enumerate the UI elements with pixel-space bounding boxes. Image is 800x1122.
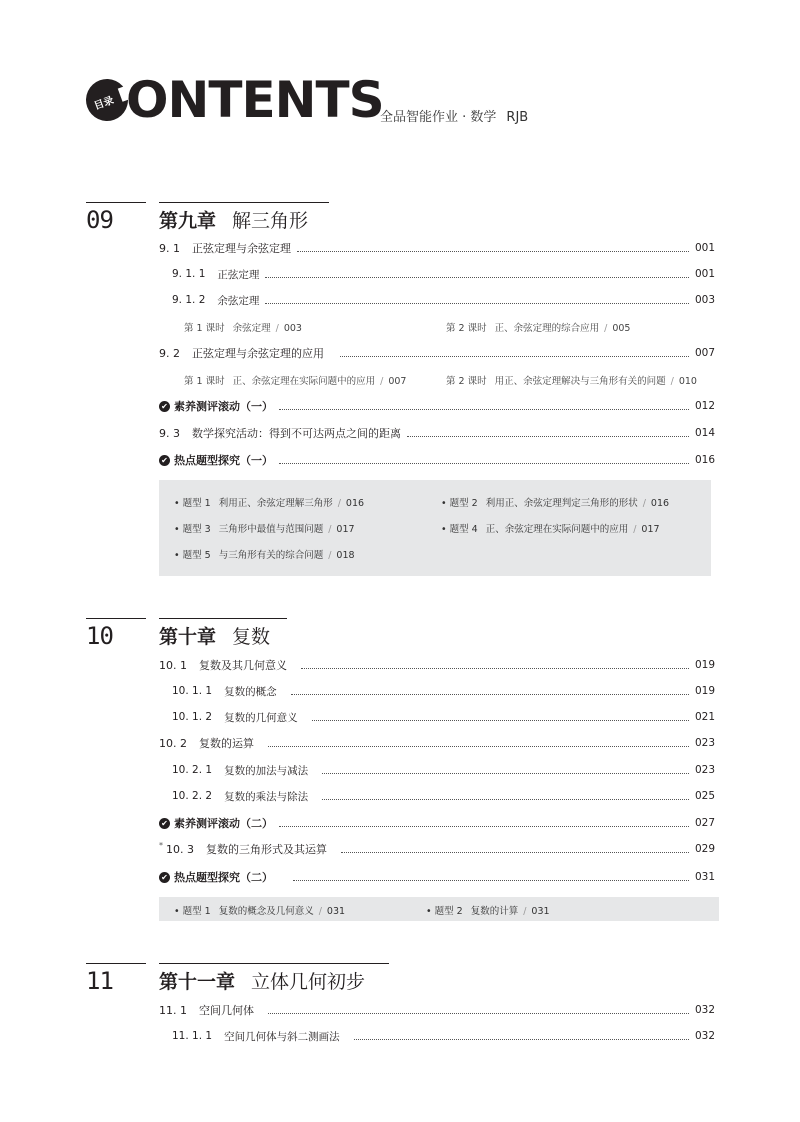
chapter-number-rule xyxy=(86,618,146,619)
check-circle-icon: ✔ xyxy=(159,401,170,412)
question-type-title: 利用正、余弦定理判定三角形的形状 xyxy=(485,498,638,509)
leader-dots xyxy=(279,826,689,827)
chapter-title-rule xyxy=(159,618,287,619)
section-title: 复数的几何意义 xyxy=(224,711,298,724)
lesson-page: 010 xyxy=(678,376,697,387)
toc-entry[interactable] xyxy=(159,398,715,414)
book-subtitle xyxy=(380,106,528,125)
section-title: 空间几何体 xyxy=(199,1004,254,1017)
section-title: 数学探究活动：得到不可达两点之间的距离 xyxy=(192,427,401,440)
chapter-number: 09 xyxy=(86,206,113,234)
page-number: 001 xyxy=(694,268,715,280)
leader-dots xyxy=(293,880,689,881)
toc-entry[interactable] xyxy=(172,762,715,778)
section-title: 复数的概念 xyxy=(224,685,277,698)
page-number: 027 xyxy=(694,817,715,829)
toc-entry[interactable] xyxy=(159,815,715,831)
book-name: 全品智能作业 · 数学 xyxy=(380,110,497,125)
chapter-number: 11 xyxy=(86,967,113,995)
chapter-title[interactable] xyxy=(159,967,365,994)
toc-entry[interactable] xyxy=(172,1028,715,1044)
question-type-tag: 题型 5 xyxy=(182,550,211,561)
leader-dots xyxy=(265,303,689,304)
question-type-page: 017 xyxy=(641,524,660,535)
toc-entry[interactable] xyxy=(172,788,715,804)
check-circle-icon: ✔ xyxy=(159,872,170,883)
section-number: 10. 1 xyxy=(159,658,187,672)
question-type-item[interactable]: • 题型 2 利用正、余弦定理判定三角形的形状 / 016 xyxy=(441,498,670,509)
page-number: 021 xyxy=(694,711,715,723)
lesson-entry[interactable]: 第 1 课时 余弦定理 / 003 xyxy=(184,323,302,334)
question-type-tag: 题型 2 xyxy=(434,906,463,917)
section-title: 热点题型探究（二） xyxy=(174,871,273,884)
question-type-item[interactable]: • 题型 1 利用正、余弦定理解三角形 / 016 xyxy=(174,498,365,509)
page-number: 007 xyxy=(694,347,715,359)
section-title: 热点题型探究（一） xyxy=(174,454,273,467)
page-number: 025 xyxy=(694,790,715,802)
leader-dots xyxy=(268,1013,689,1014)
toc-entry[interactable] xyxy=(159,345,715,361)
section-number: 10. 1. 2 xyxy=(172,711,213,723)
question-type-title: 复数的概念及几何意义 xyxy=(218,906,314,917)
toc-entry[interactable] xyxy=(159,425,715,441)
section-number: 10. 2. 2 xyxy=(172,790,213,802)
leader-dots xyxy=(322,799,689,800)
section-number: 10. 3 xyxy=(166,842,194,856)
leader-dots xyxy=(340,356,689,357)
chapter-title-rule xyxy=(159,202,329,203)
page-number: 003 xyxy=(694,294,715,306)
section-title: 复数的运算 xyxy=(199,737,254,750)
section-title: 正弦定理与余弦定理 xyxy=(192,242,291,255)
chapter-number-rule xyxy=(86,963,146,964)
page-number: 014 xyxy=(694,427,715,439)
section-title: 空间几何体与斜二测画法 xyxy=(224,1030,340,1043)
leader-dots xyxy=(265,277,689,278)
question-type-item[interactable]: • 题型 3 三角形中最值与范围问题 / 017 xyxy=(174,524,355,535)
lesson-entry[interactable]: 第 2 课时 正、余弦定理的综合应用 / 005 xyxy=(446,323,631,334)
page-number: 016 xyxy=(694,454,715,466)
question-type-tag: 题型 3 xyxy=(182,524,211,535)
lesson-title: 用正、余弦定理解决与三角形有关的问题 xyxy=(494,376,666,387)
question-type-item[interactable]: • 题型 1 复数的概念及几何意义 / 031 xyxy=(174,906,346,917)
chapter-label: 第十一章 xyxy=(159,971,236,993)
leader-dots xyxy=(297,251,689,252)
question-type-tag: 题型 4 xyxy=(449,524,478,535)
chapter-title-rule xyxy=(159,963,389,964)
toc-entry[interactable] xyxy=(159,240,715,256)
question-type-page: 016 xyxy=(345,498,365,509)
toc-entry[interactable] xyxy=(159,841,715,857)
leader-dots xyxy=(322,773,689,774)
leader-dots xyxy=(354,1039,689,1040)
toc-entry[interactable] xyxy=(159,735,715,751)
section-title: 复数及其几何意义 xyxy=(199,659,287,672)
page-number: 031 xyxy=(694,871,715,883)
page-number: 019 xyxy=(694,685,715,697)
contents-logo-icon: 目录 xyxy=(80,73,134,127)
check-circle-icon: ✔ xyxy=(159,455,170,466)
toc-entry[interactable] xyxy=(159,452,715,468)
lesson-tag: 第 1 课时 xyxy=(184,376,225,387)
section-number: 11. 1. 1 xyxy=(172,1030,213,1042)
section-title: 复数的加法与减法 xyxy=(224,764,309,777)
page-number: 032 xyxy=(694,1030,715,1042)
section-number: 9. 1. 1 xyxy=(172,268,206,280)
chapter-number-rule xyxy=(86,202,146,203)
lesson-page: 007 xyxy=(388,376,407,387)
chapter-number: 10 xyxy=(86,622,113,650)
section-number: 10. 1. 1 xyxy=(172,685,213,697)
section-number: 10. 2 xyxy=(159,736,187,750)
chapter-label: 第十章 xyxy=(159,626,217,648)
toc-entry[interactable] xyxy=(159,1002,715,1018)
chapter-title[interactable] xyxy=(159,206,308,233)
question-type-item[interactable]: • 题型 4 正、余弦定理在实际问题中的应用 / 017 xyxy=(441,524,660,535)
question-type-tag: 题型 1 xyxy=(182,906,211,917)
section-number: 9. 2 xyxy=(159,346,180,360)
chapter-name: 立体几何初步 xyxy=(251,971,366,993)
question-type-title: 三角形中最值与范围问题 xyxy=(218,524,324,535)
optional-marker: * xyxy=(159,840,163,850)
leader-dots xyxy=(407,436,689,437)
leader-dots xyxy=(279,463,689,464)
question-type-title: 复数的计算 xyxy=(470,906,519,917)
section-number: 9. 1. 2 xyxy=(172,294,206,306)
section-number: 9. 1 xyxy=(159,241,180,255)
chapter-name: 解三角形 xyxy=(232,210,309,232)
toc-entry[interactable] xyxy=(159,657,715,673)
chapter-name: 复数 xyxy=(232,626,271,648)
lesson-tag: 第 1 课时 xyxy=(184,323,225,334)
question-type-title: 正、余弦定理在实际问题中的应用 xyxy=(485,524,629,535)
chapter-label: 第九章 xyxy=(159,210,217,232)
toc-entry[interactable] xyxy=(159,869,715,885)
section-title: 素养测评滚动（二） xyxy=(174,817,273,830)
chapter-title[interactable] xyxy=(159,622,270,649)
question-type-page: 016 xyxy=(650,498,670,509)
page-number: 001 xyxy=(694,242,715,254)
question-type-item[interactable]: • 题型 5 与三角形有关的综合问题 / 018 xyxy=(174,550,355,561)
section-title: 正弦定理与余弦定理的应用 xyxy=(192,347,324,360)
leader-dots xyxy=(291,694,689,695)
leader-dots xyxy=(279,409,689,410)
toc-entry[interactable] xyxy=(172,266,715,282)
lesson-page: 005 xyxy=(612,323,631,334)
question-type-page: 031 xyxy=(531,906,550,917)
page-number: 023 xyxy=(694,764,715,776)
leader-dots xyxy=(312,720,689,721)
question-type-title: 与三角形有关的综合问题 xyxy=(218,550,324,561)
question-type-item[interactable]: • 题型 2 复数的计算 / 031 xyxy=(426,906,550,917)
section-title: 复数的三角形式及其运算 xyxy=(206,843,327,856)
question-type-title: 利用正、余弦定理解三角形 xyxy=(218,498,333,509)
lesson-tag: 第 2 课时 xyxy=(446,323,487,334)
edition-label: RJB xyxy=(506,110,529,125)
section-number: 9. 3 xyxy=(159,426,180,440)
lesson-entry[interactable]: 第 2 课时 用正、余弦定理解决与三角形有关的问题 / 010 xyxy=(446,376,697,387)
section-title: 素养测评滚动（一） xyxy=(174,400,273,413)
question-type-page: 018 xyxy=(336,550,355,561)
section-title: 余弦定理 xyxy=(217,294,260,307)
lesson-title: 正、余弦定理在实际问题中的应用 xyxy=(232,376,376,387)
lesson-tag: 第 2 课时 xyxy=(446,376,487,387)
section-number: 10. 2. 1 xyxy=(172,764,213,776)
page-number: 012 xyxy=(694,400,715,412)
leader-dots xyxy=(341,852,689,853)
section-title: 复数的乘法与除法 xyxy=(224,790,309,803)
leader-dots xyxy=(268,746,689,747)
toc-entry[interactable] xyxy=(172,709,715,725)
lesson-entry[interactable]: 第 1 课时 正、余弦定理在实际问题中的应用 / 007 xyxy=(184,376,407,387)
check-circle-icon: ✔ xyxy=(159,818,170,829)
toc-entry[interactable] xyxy=(172,683,715,699)
lesson-title: 正、余弦定理的综合应用 xyxy=(494,323,600,334)
page-number: 029 xyxy=(694,843,715,855)
toc-entry[interactable] xyxy=(172,292,715,308)
contents-title: ONTENTS xyxy=(126,71,384,129)
page-number: 019 xyxy=(694,659,715,671)
page-number: 032 xyxy=(694,1004,715,1016)
lesson-title: 余弦定理 xyxy=(232,323,271,334)
question-type-tag: 题型 2 xyxy=(449,498,478,509)
lesson-page: 003 xyxy=(283,323,302,334)
question-type-tag: 题型 1 xyxy=(182,498,211,509)
page-number: 023 xyxy=(694,737,715,749)
section-number: 11. 1 xyxy=(159,1003,187,1017)
leader-dots xyxy=(301,668,689,669)
question-type-page: 017 xyxy=(336,524,355,535)
question-type-page: 031 xyxy=(326,906,346,917)
section-title: 正弦定理 xyxy=(217,268,260,281)
contents-header xyxy=(86,71,556,129)
